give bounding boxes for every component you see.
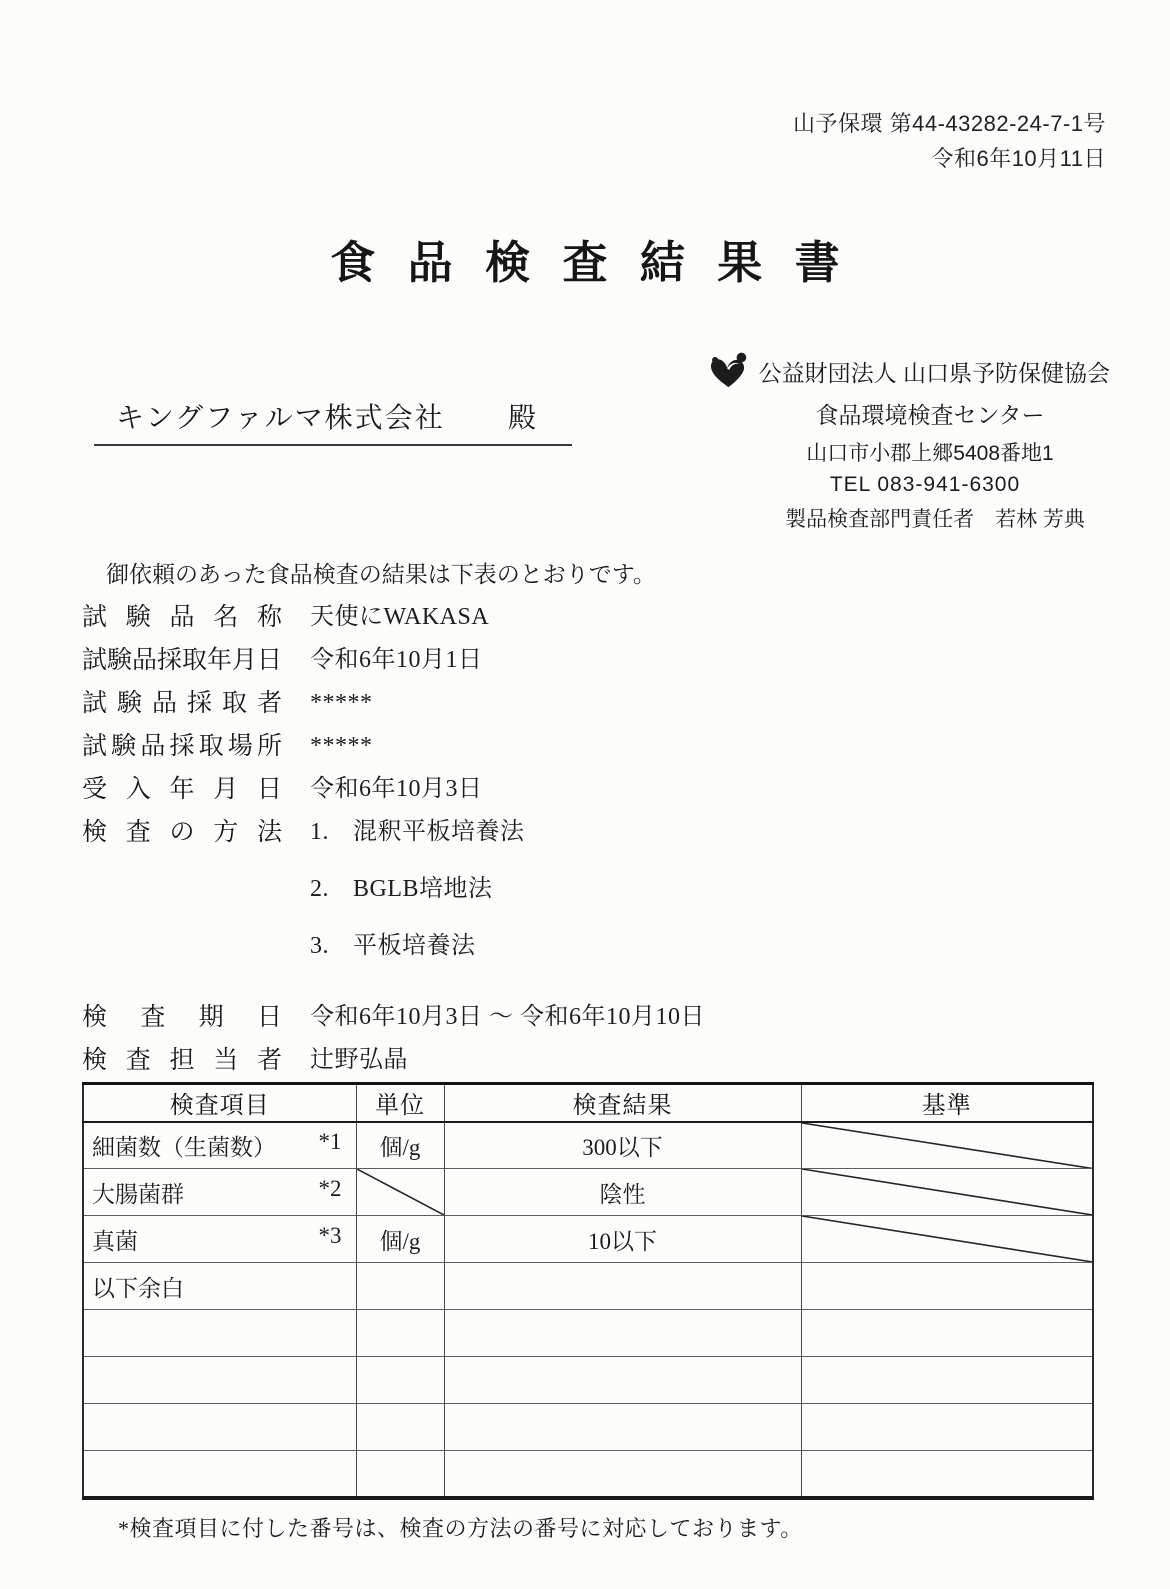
organization-manager: 製品検査部門責任者 若林 芳典 [785,508,1085,531]
method-text: 混釈平板培養法 [353,819,525,845]
results-table-header-row [83,1084,1093,1122]
field-row [82,1004,842,1031]
field-value [310,819,525,990]
cell-unit [356,1169,444,1216]
cell-standard [801,1169,1093,1216]
cell-unit [356,1451,444,1498]
field-label: 検査担当者 [82,1046,282,1074]
cell-unit [356,1404,444,1451]
document-date: 令和6年10月11日 [931,146,1106,171]
diagonal-strike [802,1216,1093,1262]
cell-standard [801,1357,1093,1404]
cell-standard [801,1310,1093,1357]
item-inner [84,1176,356,1209]
column-header: 基準 [801,1084,1093,1122]
field-row [82,690,842,717]
cell-result [444,1451,801,1498]
method-line [310,933,525,990]
method-line [310,819,525,876]
cell-item [83,1310,356,1357]
field-value: ***** [310,690,373,716]
results-table-wrap [82,1082,1092,1500]
column-header: 検査項目 [83,1084,356,1122]
table-row [83,1451,1093,1498]
table-row [83,1122,1093,1169]
table-row [83,1263,1093,1310]
field-value: 令和6年10月1日 [310,647,483,673]
cell-result: 陰性 [444,1169,801,1216]
cell-item [83,1404,356,1451]
field-value: 令和6年10月3日 [310,776,483,802]
field-row [82,776,842,803]
method-text: 平板培養法 [353,933,476,959]
document-id-block [793,106,1106,176]
recipient-honorific: 殿 [507,402,538,433]
diagonal-strike [802,1123,1093,1169]
cell-standard [801,1263,1093,1310]
table-row [83,1169,1093,1216]
field-label: 試験品採取者 [82,689,282,717]
method-number: 3. [310,933,329,959]
cell-standard [801,1216,1093,1263]
method-number: 1. [310,819,329,845]
item-name: 真菌 [92,1228,138,1254]
field-row [82,604,842,631]
organization-name: 公益財団法人 山口県予防保健協会 [758,359,1110,386]
cell-unit: 個/g [356,1122,444,1169]
item-mark: *3 [318,1222,342,1248]
field-row [82,1047,842,1074]
cell-unit: 個/g [356,1216,444,1263]
cell-result [444,1357,801,1404]
table-row [83,1357,1093,1404]
field-label: 試験品採取場所 [82,732,282,760]
column-header: 単位 [356,1084,444,1122]
cell-standard [801,1451,1093,1498]
item-mark: *2 [318,1175,342,1201]
intro-sentence: 御依頼のあった食品検査の結果は下表のとおりです。 [106,561,656,587]
field-label: 試験品名称 [82,603,282,631]
item-name: 細菌数（生菌数） [92,1134,276,1160]
results-table [82,1082,1094,1500]
table-row [83,1216,1093,1263]
organization-tel: TEL 083-941-6300 [829,473,1021,496]
cell-result [444,1263,801,1310]
cell-item [83,1169,356,1216]
method-number: 2. [310,876,329,902]
document-ref-number: 山予保環 第44-43282-24-7-1号 [792,111,1106,136]
cell-standard [801,1404,1093,1451]
field-value: 令和6年10月3日 ～ 令和6年10月10日 [310,1004,705,1030]
field-value: 天使にWAKASA [310,604,490,630]
table-row [83,1404,1093,1451]
item-name: 以下余白 [92,1275,184,1301]
cell-unit [356,1263,444,1310]
diagonal-strike [802,1169,1093,1215]
item-mark: *1 [318,1128,342,1154]
recipient-name: キングファルマ株式会社 [116,402,445,433]
item-inner [84,1223,356,1256]
cell-item [83,1357,356,1404]
item-inner [84,1129,356,1162]
cell-item [83,1263,356,1310]
field-label: 検査期日 [82,1003,282,1031]
field-value: 辻野弘晶 [310,1047,408,1073]
method-line [310,876,525,933]
field-label: 試験品採取年月日 [82,646,283,674]
cell-item [83,1122,356,1169]
footnote: *検査項目に付した番号は、検査の方法の番号に対応しております。 [118,1516,803,1541]
item-inner [84,1270,356,1303]
table-row [83,1310,1093,1357]
field-label: 受入年月日 [82,775,282,803]
cell-result [444,1404,801,1451]
cell-unit [356,1357,444,1404]
heart-logo-icon [707,352,751,390]
organization-name-line [690,352,1110,390]
cell-item [83,1216,356,1263]
column-header: 検査結果 [444,1084,801,1122]
organization-block [690,352,1110,533]
organization-address: 山口市小郡上郷5408番地1 [806,442,1054,465]
diagonal-strike [357,1169,444,1215]
item-name: 大腸菌群 [92,1181,184,1207]
cell-standard [801,1122,1093,1169]
page-title: 食品検査結果書 [330,237,873,288]
cell-result: 10以下 [444,1216,801,1263]
field-row [82,733,842,760]
cell-item [83,1451,356,1498]
organization-center: 食品環境検査センター [815,402,1045,428]
field-row [82,819,842,990]
field-row [82,647,842,674]
results-table-body [83,1122,1093,1498]
field-value: ***** [310,733,373,759]
method-text: BGLB培地法 [353,876,493,902]
recipient-line [94,396,572,446]
cell-result: 300以下 [444,1122,801,1169]
cell-unit [356,1310,444,1357]
cell-result [444,1310,801,1357]
fields [82,604,842,1090]
field-label: 検査の方法 [82,818,282,846]
